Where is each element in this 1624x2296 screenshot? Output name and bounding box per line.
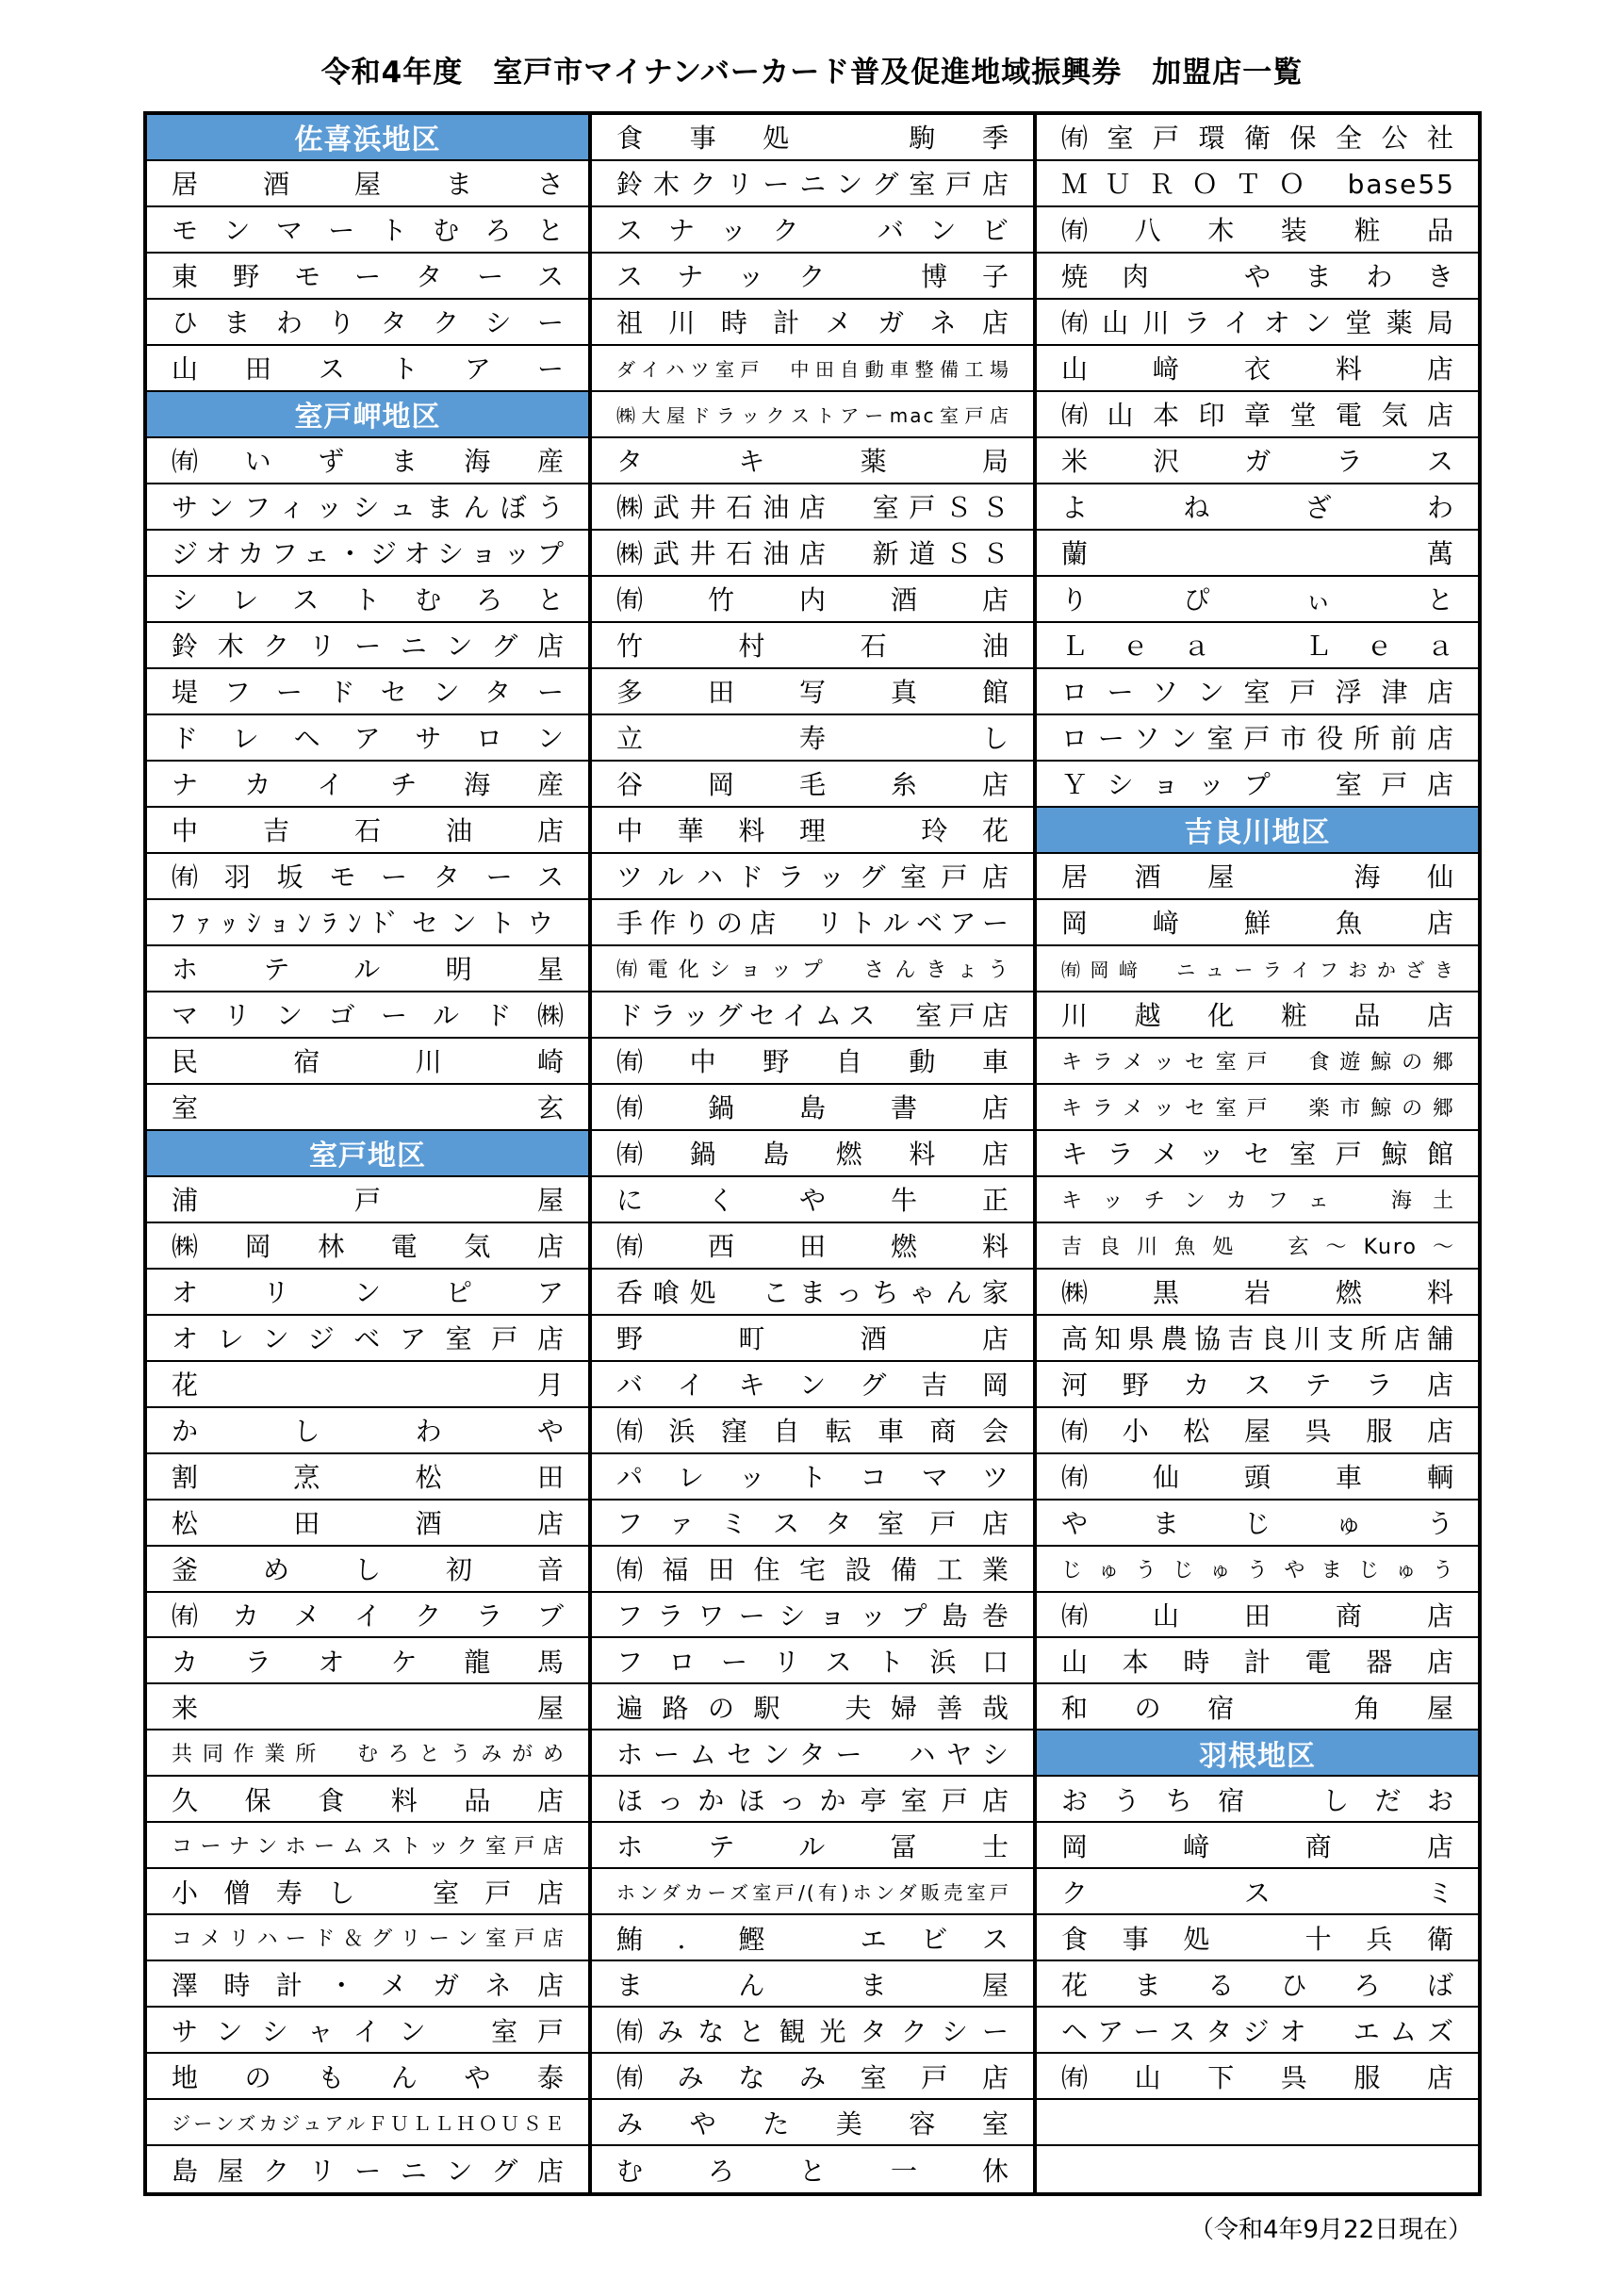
store-name: ㈲鍋島書店 xyxy=(616,1092,1010,1124)
store-name: 澤時計・メガネ店 xyxy=(172,1969,566,2001)
store-name: コーナンホームストック室戸店 xyxy=(172,1835,566,1860)
store-name: りぴぃと xyxy=(1061,584,1455,616)
store-name: 和の宿 角屋 xyxy=(1061,1692,1455,1724)
store-entry xyxy=(147,808,588,854)
store-name: 鈴木クリーニング室戸店 xyxy=(616,169,1010,201)
store-name: 岡﨑鮮魚店 xyxy=(1061,908,1455,940)
store-entry xyxy=(592,1085,1033,1131)
district-header xyxy=(147,115,588,161)
district-name: 羽根地区 xyxy=(1199,1739,1316,1773)
store-name: まんま屋 xyxy=(616,1969,1010,2001)
store-name: ㈲電化ショップ さんきょう xyxy=(616,958,1010,982)
store-entry xyxy=(147,1362,588,1408)
store-name: パレットコマツ xyxy=(616,1462,1010,1494)
store-name: 小僧寿し 室戸店 xyxy=(172,1877,566,1909)
store-name: ツルハドラッグ室戸店 xyxy=(616,861,1010,894)
store-entry xyxy=(1037,300,1478,346)
store-name: ＭＵＲＯＴＯ base55 xyxy=(1061,169,1455,201)
store-entry xyxy=(147,1823,588,1869)
store-name: 祖川時計メガネ店 xyxy=(616,307,1010,339)
store-entry xyxy=(1037,715,1478,762)
store-entry xyxy=(592,207,1033,254)
district-header xyxy=(147,1131,588,1177)
store-name: 鈴木クリーニング店 xyxy=(172,631,566,663)
store-name: じゅうじゅうやまじゅう xyxy=(1061,1558,1455,1583)
district-name: 佐喜浜地区 xyxy=(294,123,441,157)
store-name: ㈲小松屋呉服店 xyxy=(1061,1416,1455,1448)
store-entry xyxy=(592,946,1033,992)
store-name: ㈲八木装粧品 xyxy=(1061,215,1455,247)
store-name: ㈲中野自動車 xyxy=(616,1046,1010,1078)
store-name: ㈲みなと観光タクシー xyxy=(616,2015,1010,2047)
store-entry xyxy=(1037,254,1478,300)
store-name: ひまわりタクシー xyxy=(172,307,566,339)
store-name: 竹村石油 xyxy=(616,631,1010,663)
store-entry xyxy=(147,346,588,392)
store-entry xyxy=(147,669,588,715)
store-name: 東野モータース xyxy=(172,261,566,293)
page-title: 令和4年度 室戸市マイナンバーカード普及促進地域振興券 加盟店一覧 xyxy=(320,56,1304,90)
store-entry xyxy=(1037,1869,1478,1915)
store-name: ㈲福田住宅設備工業 xyxy=(616,1554,1010,1585)
store-name: ダイハツ室戸 中田自動車整備工場 xyxy=(616,357,1010,381)
store-entry xyxy=(147,1547,588,1593)
store-name: 呑喰処 こまっちゃん家 xyxy=(616,1277,1010,1309)
store-entry xyxy=(592,2008,1033,2054)
store-name: ナカイチ海産 xyxy=(172,769,566,801)
store-name: ホテル冨士 xyxy=(616,1830,1010,1862)
store-name: 浦戸屋 xyxy=(172,1185,566,1217)
store-entry xyxy=(147,1408,588,1454)
store-entry xyxy=(1037,207,1478,254)
store-entry xyxy=(147,1501,588,1547)
store-entry xyxy=(592,1316,1033,1362)
store-name: スナック バンビ xyxy=(616,215,1010,247)
store-entry xyxy=(147,1316,588,1362)
store-entry xyxy=(1037,623,1478,669)
store-name: バイキング吉岡 xyxy=(616,1369,1010,1402)
store-entry xyxy=(147,1593,588,1639)
store-entry xyxy=(592,1454,1033,1501)
store-entry xyxy=(1037,1547,1478,1593)
store-name: ホテル明星 xyxy=(172,954,566,986)
store-entry xyxy=(592,1270,1033,1316)
store-name: 地のもんや泰 xyxy=(172,2061,566,2093)
store-name: ㈲山川ライオン堂薬局 xyxy=(1061,307,1455,339)
store-name: ホームセンター ハヤシ xyxy=(616,1738,1010,1770)
store-entry xyxy=(1037,1501,1478,1547)
store-name: やまじゅう xyxy=(1061,1508,1455,1540)
store-name: 手作りの店 リトルベアー xyxy=(616,908,1010,940)
store-name: Ｙショップ 室戸店 xyxy=(1061,769,1455,801)
store-name: 中華料理 玲花 xyxy=(616,815,1010,847)
store-name: ㈲山田商店 xyxy=(1061,1599,1455,1632)
store-entry xyxy=(147,1915,588,1961)
store-entry xyxy=(147,1730,588,1777)
store-name: クスミ xyxy=(1061,1877,1455,1909)
store-entry xyxy=(592,484,1033,531)
store-name: Ｌｅａ Ｌｅａ xyxy=(1061,631,1455,663)
store-name: ㈲カメイクラブ xyxy=(172,1599,566,1632)
district-header xyxy=(1037,808,1478,854)
store-entry xyxy=(1037,1593,1478,1639)
store-name: にくや牛正 xyxy=(616,1185,1010,1217)
store-name: サンシャイン 室戸 xyxy=(172,2015,566,2047)
store-name: みやた美容室 xyxy=(616,2107,1010,2140)
store-name: ホンダカーズ室戸/(有)ホンダ販売室戸 xyxy=(616,1881,1010,1905)
store-entry xyxy=(1037,531,1478,577)
store-name: 多田写真館 xyxy=(616,677,1010,709)
store-entry xyxy=(592,1362,1033,1408)
store-name: 民宿川崎 xyxy=(172,1046,566,1078)
store-entry xyxy=(147,2008,588,2054)
store-entry xyxy=(1037,1362,1478,1408)
column-3 xyxy=(1037,115,1478,2192)
store-entry xyxy=(147,531,588,577)
store-name: ジオカフェ・ジオショップ xyxy=(172,538,566,570)
store-name: キラメッセ室戸 楽市鯨の郷 xyxy=(1061,1096,1455,1121)
store-entry xyxy=(1037,1177,1478,1223)
store-entry xyxy=(1037,1270,1478,1316)
district-header xyxy=(1037,1730,1478,1777)
store-entry xyxy=(147,2146,588,2192)
store-entry xyxy=(147,254,588,300)
store-entry xyxy=(592,531,1033,577)
store-entry xyxy=(147,992,588,1039)
store-entry xyxy=(592,1684,1033,1730)
store-name: ドレヘアサロン xyxy=(172,723,566,755)
store-entry xyxy=(147,1638,588,1684)
store-entry xyxy=(147,484,588,531)
store-entry xyxy=(592,1039,1033,1085)
store-name: キッチンカフェ 海土 xyxy=(1061,1189,1455,1213)
store-name: 米沢ガラス xyxy=(1061,446,1455,478)
store-name: 来屋 xyxy=(172,1692,566,1724)
store-entry xyxy=(147,762,588,808)
district-header xyxy=(147,392,588,438)
store-entry xyxy=(592,346,1033,392)
store-name: ㈲山本印章堂電気店 xyxy=(1061,400,1455,432)
column-2 xyxy=(592,115,1037,2192)
store-name: タキ薬局 xyxy=(616,446,1010,478)
store-entry xyxy=(592,1547,1033,1593)
store-name: モンマートむろと xyxy=(172,215,566,247)
store-name: 居酒屋 海仙 xyxy=(1061,861,1455,894)
store-name: 中吉石油店 xyxy=(172,815,566,847)
district-name: 吉良川地区 xyxy=(1184,816,1331,850)
store-entry xyxy=(1037,992,1478,1039)
store-entry xyxy=(1037,946,1478,992)
store-name: 河野カステラ店 xyxy=(1061,1369,1455,1402)
as-of-date: （令和4年9月22日現在） xyxy=(1189,2216,1473,2244)
store-entry xyxy=(1037,161,1478,207)
store-name: ㈲羽坂モータース xyxy=(172,861,566,894)
district-name: 室戸地区 xyxy=(309,1140,426,1173)
empty-cell xyxy=(1037,2146,1478,2192)
store-entry xyxy=(147,2100,588,2146)
store-name: ㈲山下呉服店 xyxy=(1061,2061,1455,2093)
store-name: 食事処 十兵衛 xyxy=(1061,1923,1455,1955)
store-entry xyxy=(592,1730,1033,1777)
store-name: スナック 博子 xyxy=(616,261,1010,293)
store-name: ドラッグセイムス 室戸店 xyxy=(616,1000,1010,1032)
store-name: ㈲いずま海産 xyxy=(172,446,566,478)
store-name: 山本時計電器店 xyxy=(1061,1646,1455,1678)
store-name: ㈱岡林電気店 xyxy=(172,1231,566,1263)
store-entry xyxy=(1037,1408,1478,1454)
store-entry xyxy=(592,438,1033,484)
store-name: 高知県農協吉良川支所店舗 xyxy=(1061,1323,1455,1355)
store-name: ㈲室戸環衛保全公社 xyxy=(1061,123,1455,155)
store-name: かしわや xyxy=(172,1416,566,1448)
store-entry xyxy=(1037,1223,1478,1270)
store-entry xyxy=(1037,762,1478,808)
store-name: 蘭萬 xyxy=(1061,538,1455,570)
store-entry xyxy=(147,1869,588,1915)
store-entry xyxy=(592,115,1033,161)
store-name: ㈱武井石油店 室戸ＳＳ xyxy=(616,492,1010,524)
store-entry xyxy=(592,1869,1033,1915)
store-entry xyxy=(1037,1039,1478,1085)
store-entry xyxy=(592,1408,1033,1454)
store-entry xyxy=(1037,900,1478,946)
store-entry xyxy=(147,623,588,669)
store-entry xyxy=(1037,1316,1478,1362)
store-name: 食事処 駒季 xyxy=(616,123,1010,155)
store-entry xyxy=(147,577,588,623)
store-entry xyxy=(592,1823,1033,1869)
store-name: ㈲鍋島燃料店 xyxy=(616,1139,1010,1171)
store-entry xyxy=(1037,346,1478,392)
store-name: ローソン室戸市役所前店 xyxy=(1061,723,1455,755)
store-entry xyxy=(592,1593,1033,1639)
store-name: コメリハード＆グリーン室戸店 xyxy=(172,1927,566,1952)
store-entry xyxy=(1037,1777,1478,1823)
store-name: ㈱黒岩燃料 xyxy=(1061,1277,1455,1309)
store-entry xyxy=(147,1270,588,1316)
store-entry xyxy=(147,207,588,254)
store-name: 焼肉 やまわき xyxy=(1061,261,1455,293)
store-entry xyxy=(592,1961,1033,2008)
store-name: マリンゴールド㈱ xyxy=(172,1000,566,1032)
store-entry xyxy=(592,762,1033,808)
store-entry xyxy=(592,392,1033,438)
store-entry xyxy=(147,1684,588,1730)
store-name: 鮪．鰹 エビス xyxy=(616,1923,1010,1955)
store-name: シレストむろと xyxy=(172,584,566,616)
district-name: 室戸岬地区 xyxy=(294,401,441,435)
store-entry xyxy=(1037,1961,1478,2008)
store-name: 川越化粧品店 xyxy=(1061,1000,1455,1032)
store-name: ファミスタ室戸店 xyxy=(616,1508,1010,1540)
store-name: カラオケ龍馬 xyxy=(172,1646,566,1678)
store-entry xyxy=(592,669,1033,715)
store-name: 釜めし初音 xyxy=(172,1554,566,1585)
store-name: ほっかほっか亭室戸店 xyxy=(616,1784,1010,1816)
store-name: 島屋クリーニング店 xyxy=(172,2155,566,2187)
store-name: ㈱武井石油店 新道ＳＳ xyxy=(616,538,1010,570)
store-name: 花まるひろば xyxy=(1061,1969,1455,2001)
store-entry xyxy=(147,1454,588,1501)
store-entry xyxy=(147,300,588,346)
store-entry xyxy=(592,1777,1033,1823)
store-entry xyxy=(1037,484,1478,531)
store-name: 共同作業所 むろとうみがめ xyxy=(172,1743,566,1767)
store-name: ジーンズカジュアルＦＵＬＬＨＯＵＳＥ xyxy=(172,2112,566,2136)
store-entry xyxy=(1037,1454,1478,1501)
store-name: ローソン室戸浮津店 xyxy=(1061,677,1455,709)
store-name: フラワーショップ島巻 xyxy=(616,1599,1010,1632)
store-name: ㈲竹内酒店 xyxy=(616,584,1010,616)
store-entry xyxy=(147,1223,588,1270)
store-name: サンフィッシュまんぼう xyxy=(172,492,566,524)
store-name: 谷岡毛糸店 xyxy=(616,769,1010,801)
store-name: むろと一休 xyxy=(616,2155,1010,2187)
store-entry xyxy=(592,900,1033,946)
store-entry xyxy=(147,1177,588,1223)
store-entry xyxy=(592,254,1033,300)
store-entry xyxy=(147,854,588,900)
store-name: 居酒屋まさ xyxy=(172,169,566,201)
column-1 xyxy=(147,115,592,2192)
store-name: 立寿し xyxy=(616,723,1010,755)
store-name: 山﨑衣料店 xyxy=(1061,353,1455,385)
store-entry xyxy=(147,1085,588,1131)
store-entry xyxy=(147,946,588,992)
store-entry xyxy=(1037,577,1478,623)
store-entry xyxy=(592,2146,1033,2192)
store-entry xyxy=(592,577,1033,623)
store-name: ㈲岡﨑 ニューライフおかざき xyxy=(1061,958,1455,981)
store-entry xyxy=(1037,1085,1478,1131)
store-entry xyxy=(592,715,1033,762)
store-entry xyxy=(147,2054,588,2100)
store-list-table xyxy=(143,111,1482,2196)
store-entry xyxy=(147,161,588,207)
store-name: フローリスト浜口 xyxy=(616,1646,1010,1678)
empty-cell xyxy=(1037,2100,1478,2146)
store-entry xyxy=(592,992,1033,1039)
store-name: ﾌｧｯｼｮﾝﾗﾝﾄﾞセントウ xyxy=(172,908,566,940)
store-name: ㈲浜窪自転車商会 xyxy=(616,1416,1010,1448)
store-name: 山田ストアー xyxy=(172,353,566,385)
store-name: 花月 xyxy=(172,1369,566,1402)
store-entry xyxy=(592,300,1033,346)
store-entry xyxy=(1037,1823,1478,1869)
store-name: 遍路の駅 夫婦善哉 xyxy=(616,1692,1010,1724)
store-entry xyxy=(592,1638,1033,1684)
store-name: ㈲みなみ室戸店 xyxy=(616,2061,1010,2093)
store-name: 松田酒店 xyxy=(172,1508,566,1540)
store-entry xyxy=(1037,392,1478,438)
store-entry xyxy=(147,1039,588,1085)
store-name: 野町酒店 xyxy=(616,1323,1010,1355)
store-entry xyxy=(1037,1915,1478,1961)
store-entry xyxy=(1037,854,1478,900)
store-entry xyxy=(592,808,1033,854)
store-entry xyxy=(592,623,1033,669)
store-name: オレンジベア室戸店 xyxy=(172,1323,566,1355)
store-entry xyxy=(147,1777,588,1823)
store-name: 室玄 xyxy=(172,1092,566,1124)
store-name: ヘアースタジオ エムズ xyxy=(1061,2015,1455,2047)
store-entry xyxy=(592,854,1033,900)
store-entry xyxy=(1037,2008,1478,2054)
store-name: おうち宿 しだお xyxy=(1061,1784,1455,1816)
store-entry xyxy=(147,1961,588,2008)
store-entry xyxy=(147,438,588,484)
store-entry xyxy=(1037,669,1478,715)
store-entry xyxy=(1037,438,1478,484)
store-name: 吉良川魚処 玄〜Kuro〜 xyxy=(1061,1235,1455,1259)
store-name: 堤フードセンター xyxy=(172,677,566,709)
store-name: オリンピア xyxy=(172,1277,566,1309)
store-entry xyxy=(592,1223,1033,1270)
store-entry xyxy=(592,1177,1033,1223)
store-entry xyxy=(592,1501,1033,1547)
store-entry xyxy=(147,715,588,762)
store-name: ㈱大屋ドラックストアーmac室戸店 xyxy=(616,403,1010,427)
store-entry xyxy=(1037,1638,1478,1684)
store-entry xyxy=(592,161,1033,207)
store-name: 岡﨑商店 xyxy=(1061,1830,1455,1862)
store-name: よねざわ xyxy=(1061,492,1455,524)
store-name: キラメッセ室戸鯨館 xyxy=(1061,1139,1455,1171)
store-entry xyxy=(1037,2054,1478,2100)
store-name: ㈲仙頭車輌 xyxy=(1061,1462,1455,1494)
store-entry xyxy=(1037,1684,1478,1730)
store-name: 久保食料品店 xyxy=(172,1784,566,1816)
store-name: キラメッセ室戸 食遊鯨の郷 xyxy=(1061,1050,1455,1074)
store-entry xyxy=(1037,1131,1478,1177)
store-entry xyxy=(592,2054,1033,2100)
store-entry xyxy=(1037,115,1478,161)
store-entry xyxy=(592,2100,1033,2146)
store-entry xyxy=(147,900,588,946)
store-entry xyxy=(592,1915,1033,1961)
store-name: 割烹松田 xyxy=(172,1462,566,1494)
store-name: ㈲西田燃料 xyxy=(616,1231,1010,1263)
store-entry xyxy=(592,1131,1033,1177)
